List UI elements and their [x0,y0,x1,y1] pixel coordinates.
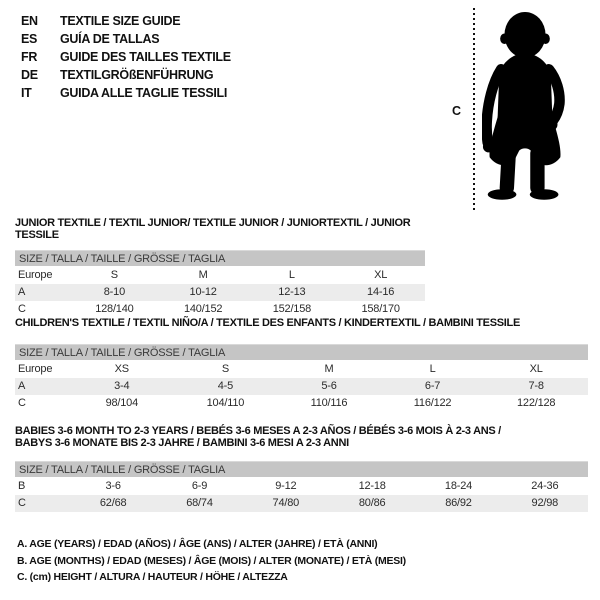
language-title: GUÍA DE TALLAS [60,32,160,46]
size-value: M [198,269,208,281]
size-value: 104/110 [206,397,245,409]
language-row [21,84,231,102]
table-row [15,301,425,318]
size-value: S [110,269,118,281]
size-value: 7-8 [528,380,544,392]
row-label: Europe [18,269,53,281]
table-row [15,378,588,395]
size-value: 14-16 [367,286,395,298]
language-title: TEXTILGRÖßENFÜHRUNG [60,68,214,82]
row-label: C [18,397,26,409]
language-row [21,30,231,48]
size-value: 12-18 [358,480,386,492]
size-value: 18-24 [444,480,473,492]
language-row [21,12,231,30]
size-value: 122/128 [516,397,556,409]
size-value: 152/158 [272,303,312,315]
table-row [15,478,588,495]
junior-textile-table [15,217,425,318]
baby-silhouette-icon [482,10,568,206]
size-value: XS [114,363,129,375]
size-value: 98/104 [105,397,139,409]
footnotes [17,536,406,586]
size-value: 3-4 [114,380,130,392]
size-value: 10-12 [189,286,217,298]
size-value: 158/170 [361,303,400,315]
row-label: C [18,497,26,509]
table-row [15,395,588,412]
language-code: IT [21,86,32,100]
language-row [21,66,231,84]
table-size-header: SIZE / TALLA / TAILLE / GRÖSSE / TAGLIA [15,461,588,477]
baby-height-figure [440,0,600,215]
size-value: 86/92 [445,497,472,509]
size-value: 5-6 [321,380,337,392]
size-value: 80/86 [358,497,386,509]
size-value: 140/152 [183,303,223,315]
language-title-list [21,12,231,102]
size-value: 74/80 [272,497,300,509]
row-label: A [18,380,26,392]
size-value: 116/122 [413,397,452,409]
size-value: S [221,363,229,375]
language-code: ES [21,32,38,46]
size-value: 128/140 [95,303,134,315]
table-row [15,361,588,378]
babies-textile-table [15,425,588,512]
language-code: DE [21,68,38,82]
language-row [21,48,231,66]
size-value: 4-5 [217,380,234,392]
size-value: 68/74 [186,497,213,509]
footnote-line: B. AGE (MONTHS) / EDAD (MESES) / ÂGE (MOIS) / ALTER (MONATE) / ETÀ (MESI) [17,554,406,567]
table-row [15,267,425,284]
size-value: XL [374,269,388,281]
size-value: 110/116 [310,397,348,409]
size-value: 3-6 [105,480,121,492]
language-title: GUIDA ALLE TAGLIE TESSILI [60,86,228,100]
footnote-line: C. (cm) HEIGHT / ALTURA / HAUTEUR / HÖHE / ALTEZZA [17,571,288,583]
size-value: L [429,363,436,375]
size-value: 8-10 [103,286,125,298]
footnote-line: A. AGE (YEARS) / EDAD (AÑOS) / ÂGE (ANS) / ALTER (JAHRE) / ETÀ (ANNI) [17,538,378,550]
size-value: 9-12 [275,480,297,492]
table-row [15,284,425,301]
table-title: BABIES 3-6 MONTH TO 2-3 YEARS / BEBÉS 3-6 MESES A 2-3 AÑOS / BÉBÉS 3-6 MOIS À 2-3 ANS / BABYS 3-6 MONATE BIS 2-3 JAHRE / BAMBINI 3-6 MESI A 2-3 ANNI [15,425,501,449]
table-title: JUNIOR TEXTILE / TEXTIL JUNIOR/ TEXTILE JUNIOR / JUNIORTEXTIL / JUNIOR TESSILE [15,217,411,241]
table-row [15,495,588,512]
row-label: Europe [18,363,53,375]
row-label: A [18,286,26,298]
language-code: EN [21,14,38,28]
size-value: 12-13 [278,286,306,298]
size-value: 62/68 [99,497,127,509]
table-title: CHILDREN'S TEXTILE / TEXTIL NIÑO/A / TEXTILE DES ENFANTS / KINDERTEXTIL / BAMBINI TESSILE [15,317,520,329]
size-value: XL [529,363,543,375]
size-value: M [324,363,334,375]
table-size-header: SIZE / TALLA / TAILLE / GRÖSSE / TAGLIA [15,344,588,360]
language-code: FR [21,50,38,64]
size-value: 6-7 [424,380,441,392]
childrens-textile-table [15,317,588,412]
size-value: 92/98 [531,497,559,509]
size-value: 24-36 [531,480,559,492]
row-label: C [18,303,26,315]
size-value: 6-9 [191,480,208,492]
size-value: L [288,269,295,281]
table-size-header: SIZE / TALLA / TAILLE / GRÖSSE / TAGLIA [15,250,425,266]
language-title: TEXTILE SIZE GUIDE [60,14,181,28]
row-label: B [18,480,26,492]
height-measure-dotted-line [473,8,475,210]
height-label-c: C [452,104,462,118]
language-title: GUIDE DES TAILLES TEXTILE [60,50,231,64]
